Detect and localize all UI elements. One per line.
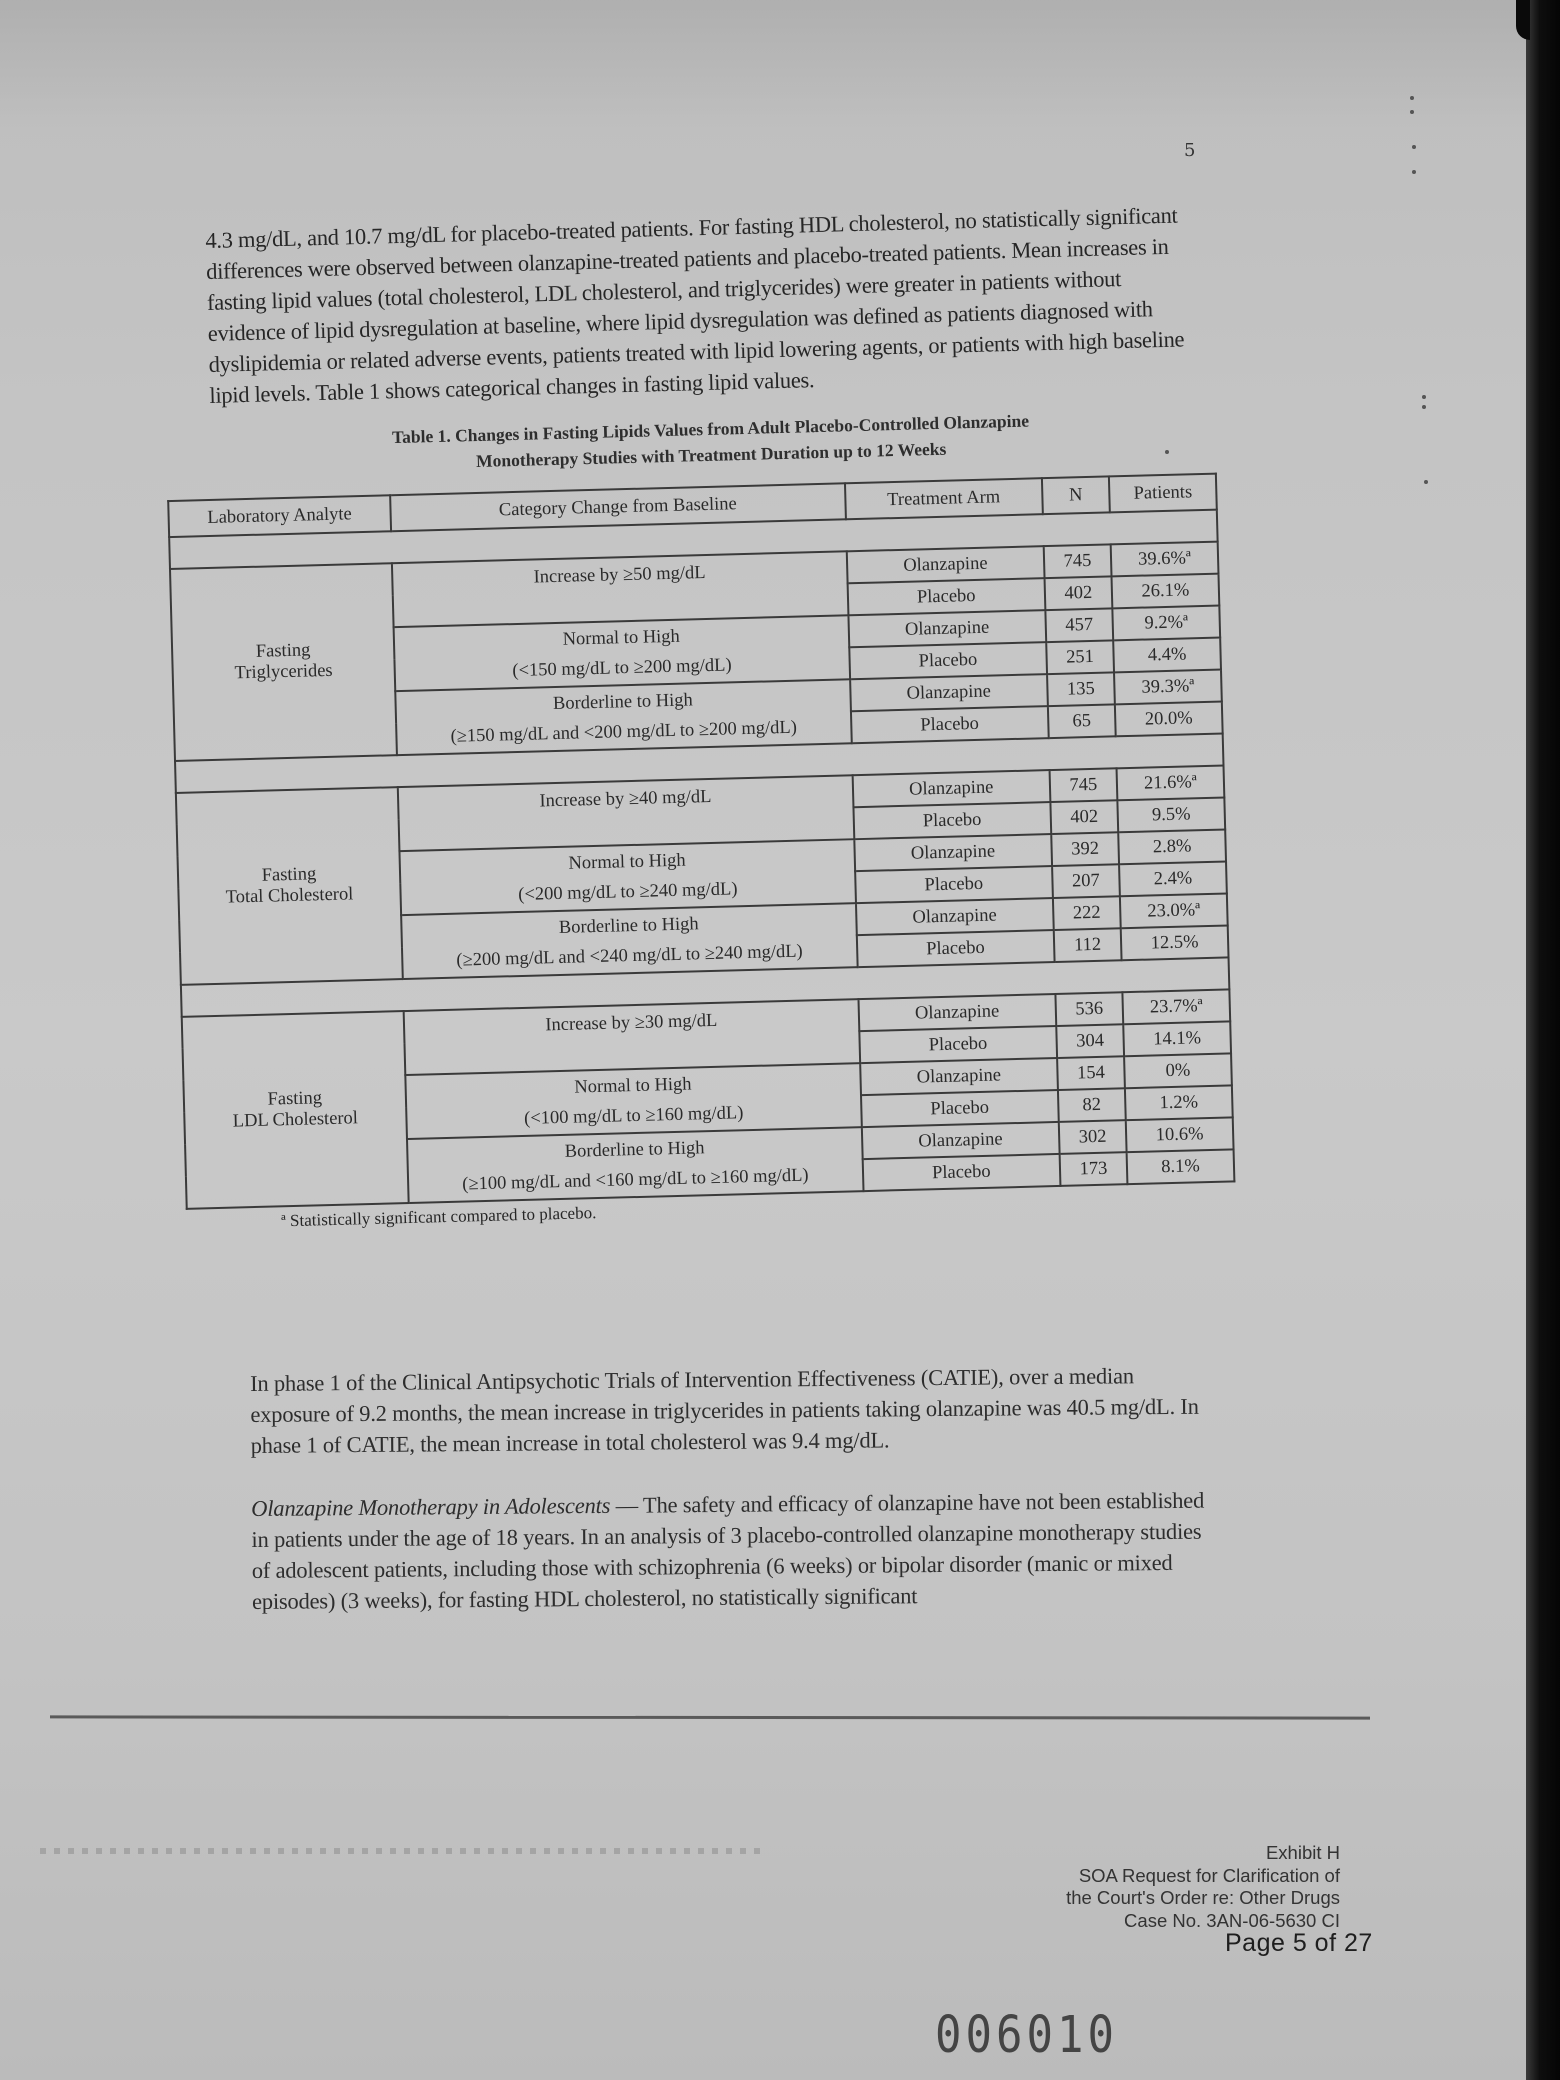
header-patients: Patients	[1109, 474, 1217, 513]
catie-paragraph: In phase 1 of the Clinical Antipsychotic Trials of Intervention Effectiveness (CATIE), over a median exposure of 9.2 months, the mean increase in triglycerides in patients taking olanzapine was 40.5 mg/dL. In phase 1 of CATIE, the mean increase in total cholesterol was 9.4 mg/dL.	[250, 1363, 1199, 1458]
patients-pct-cell: 23.7%ª	[1122, 989, 1230, 1024]
patients-pct-cell: 39.3%ª	[1114, 670, 1222, 705]
category-cell	[407, 1127, 863, 1203]
category-cell	[401, 903, 857, 979]
treatment-arm-cell: Olanzapine	[852, 770, 1050, 807]
category-label-line1: Increase by ≥40 mg/dL	[539, 786, 712, 812]
analyte-line1: Fasting	[261, 864, 317, 886]
exhibit-line4: Case No. 3AN-06-5630 CI	[1124, 1909, 1340, 1931]
patients-pct-cell: 1.2%	[1125, 1085, 1233, 1120]
category-label-line2: (≥100 mg/dL and <160 mg/dL to ≥160 mg/dL)	[462, 1165, 809, 1195]
category-cell	[399, 839, 855, 915]
category-label-line1: Borderline to High	[552, 690, 694, 715]
table-caption-line1: Table 1. Changes in Fasting Lipids Values from Adult Placebo-Controlled Olanzapine	[391, 410, 1030, 448]
treatment-arm-cell: Placebo	[859, 1026, 1057, 1063]
treatment-arm-cell: Olanzapine	[860, 1058, 1058, 1095]
bates-number: 006010	[935, 2006, 1118, 2065]
patients-pct-cell: 10.6%	[1126, 1117, 1234, 1152]
n-cell: 112	[1054, 928, 1122, 962]
horizontal-rule	[50, 1715, 1370, 1719]
category-label-line2: (<100 mg/dL to ≥160 mg/dL)	[523, 1103, 744, 1129]
analyte-line2: Triglycerides	[234, 660, 333, 684]
analyte-line2: LDL Cholesterol	[232, 1108, 359, 1132]
patients-pct-cell: 9.5%	[1117, 798, 1225, 833]
exhibit-line3: the Court's Order re: Other Drugs	[1066, 1887, 1340, 1908]
category-label-line1: Increase by ≥30 mg/dL	[545, 1010, 718, 1036]
category-label-line2: (≥150 mg/dL and <200 mg/dL to ≥200 mg/dL)	[450, 717, 798, 747]
treatment-arm-cell: Placebo	[857, 930, 1055, 967]
lipids-table	[167, 473, 1235, 1210]
table-caption-line2: Monotherapy Studies with Treatment Duration up to 12 Weeks	[475, 438, 947, 471]
patients-pct-cell: 23.0%ª	[1120, 893, 1228, 928]
category-cell	[405, 1063, 861, 1139]
intro-paragraph: 4.3 mg/dL, and 10.7 mg/dL for placebo-treated patients. For fasting HDL cholesterol, no statistically significant differences were observed between olanzapine-treated patients and placebo-treated patients. Mean increases in fasting lipid values (total cholesterol, LDL cholesterol, and triglycerides) were greater in patients without evidence of lipid dysregulation at baseline, where lipid dysregulation was defined as patients diagnosed with dyslipidemia or related adverse events, patients treated with lipid lowering agents, or patients with high baseline lipid levels. Table 1 shows categorical changes in fasting lipid values.	[205, 202, 1185, 408]
n-cell: 173	[1059, 1152, 1127, 1186]
adolescent-paragraph	[251, 1485, 1212, 1617]
category-cell	[395, 679, 851, 755]
patients-pct-cell: 12.5%	[1121, 925, 1229, 960]
n-cell: 302	[1059, 1120, 1127, 1154]
speck	[1422, 405, 1426, 409]
patients-pct-cell: 2.4%	[1119, 861, 1227, 896]
page-shadow	[0, 0, 1530, 130]
speck	[1412, 170, 1416, 174]
category-label-line2: (<150 mg/dL to ≥200 mg/dL)	[512, 655, 732, 682]
analyte-line1: Fasting	[255, 640, 311, 662]
treatment-arm-cell: Placebo	[862, 1154, 1060, 1191]
header-category-change: Category Change from Baseline	[390, 483, 846, 531]
speck	[1410, 96, 1414, 100]
n-cell: 222	[1053, 896, 1121, 930]
patients-pct-cell: 20.0%	[1115, 702, 1223, 737]
speck	[1410, 110, 1414, 114]
n-cell: 536	[1055, 992, 1123, 1026]
category-label-line1: Normal to High	[568, 850, 686, 874]
analyte-cell	[176, 787, 403, 985]
category-label-line2: (≥200 mg/dL and <240 mg/dL to ≥240 mg/dL)	[456, 941, 803, 971]
n-cell: 135	[1047, 672, 1115, 706]
bleed-through-noise	[40, 1848, 760, 1854]
treatment-arm-cell: Placebo	[847, 578, 1045, 615]
patients-pct-cell: 9.2%ª	[1112, 606, 1220, 641]
patients-pct-cell: 4.4%	[1113, 638, 1221, 673]
table-body	[169, 510, 1234, 1209]
header-n: N	[1042, 476, 1110, 514]
speck	[1422, 395, 1426, 399]
category-cell	[398, 775, 854, 851]
patients-pct-cell: 14.1%	[1123, 1021, 1231, 1056]
analyte-cell	[170, 563, 397, 761]
treatment-arm-cell: Olanzapine	[856, 898, 1054, 935]
binding-spine	[1526, 0, 1560, 2080]
patients-pct-cell: 0%	[1124, 1053, 1232, 1088]
n-cell: 457	[1045, 608, 1113, 642]
category-label-line1: Borderline to High	[564, 1138, 705, 1162]
n-cell: 82	[1058, 1088, 1126, 1122]
treatment-arm-cell: Olanzapine	[848, 610, 1046, 647]
adolescent-text: — The safety and efficacy of olanzapine have not been established in patients under the age of 18 years. In an analysis of 3 placebo-controlled olanzapine monotherapy studies of adolescent patients, including those with schizophrenia (6 weeks) or bipolar disorder (manic or mixed episodes) (3 weeks), for fasting HDL cholesterol, no statistically significant	[251, 1487, 1205, 1614]
header-laboratory-analyte: Laboratory Analyte	[168, 495, 391, 537]
treatment-arm-cell: Olanzapine	[850, 674, 1048, 711]
category-label-line1: Borderline to High	[558, 914, 699, 938]
speck	[1424, 480, 1428, 484]
category-cell	[403, 999, 859, 1075]
treatment-arm-cell: Olanzapine	[858, 994, 1056, 1031]
patients-pct-cell: 2.8%	[1118, 830, 1226, 865]
treatment-arm-cell: Olanzapine	[862, 1122, 1060, 1159]
treatment-arm-cell: Olanzapine	[846, 546, 1044, 583]
n-cell: 745	[1049, 768, 1117, 802]
treatment-arm-cell: Placebo	[855, 866, 1053, 903]
analyte-line2: Total Cholesterol	[225, 884, 354, 908]
n-cell: 154	[1057, 1056, 1125, 1090]
category-cell	[393, 615, 849, 691]
page-of-label: Page 5 of 27	[1225, 1929, 1373, 1957]
n-cell: 65	[1048, 704, 1116, 738]
n-cell: 251	[1046, 640, 1114, 674]
category-cell	[392, 551, 848, 627]
patients-pct-cell: 39.6%ª	[1111, 542, 1219, 577]
treatment-arm-cell: Placebo	[861, 1090, 1059, 1127]
page-curl	[1516, 0, 1530, 40]
category-label-line2: (<200 mg/dL to ≥240 mg/dL)	[518, 879, 738, 906]
adolescent-heading: Olanzapine Monotherapy in Adolescents	[251, 1492, 611, 1521]
exhibit-line1: Exhibit H	[1265, 1842, 1340, 1863]
page-number: 5	[1184, 140, 1196, 161]
speck	[1412, 145, 1416, 149]
table-caption	[250, 404, 1171, 480]
exhibit-line2: SOA Request for Clarification of	[1078, 1864, 1340, 1886]
exhibit-stamp	[1066, 1842, 1340, 1932]
treatment-arm-cell: Placebo	[851, 706, 1049, 743]
treatment-arm-cell: Placebo	[849, 642, 1047, 679]
patients-pct-cell: 8.1%	[1127, 1149, 1235, 1184]
category-label-line1: Normal to High	[562, 626, 681, 650]
treatment-arm-cell: Placebo	[853, 802, 1051, 839]
patients-pct-cell: 26.1%	[1112, 574, 1220, 609]
category-label-line1: Increase by ≥50 mg/dL	[533, 563, 706, 588]
n-cell: 392	[1051, 832, 1119, 866]
category-label-line1: Normal to High	[574, 1074, 692, 1098]
n-cell: 207	[1052, 864, 1120, 898]
header-treatment-arm: Treatment Arm	[845, 478, 1043, 519]
table-footnote: ª Statistically significant compared to placebo.	[280, 1203, 597, 1231]
n-cell: 304	[1056, 1024, 1124, 1058]
n-cell: 745	[1044, 544, 1112, 578]
treatment-arm-cell: Olanzapine	[854, 834, 1052, 871]
main-content	[205, 199, 1216, 1232]
patients-pct-cell: 21.6%ª	[1117, 766, 1225, 801]
body-text-lower	[250, 1360, 1212, 1649]
analyte-cell	[182, 1011, 409, 1209]
n-cell: 402	[1050, 800, 1118, 834]
analyte-line1: Fasting	[267, 1088, 323, 1110]
n-cell: 402	[1044, 576, 1112, 610]
